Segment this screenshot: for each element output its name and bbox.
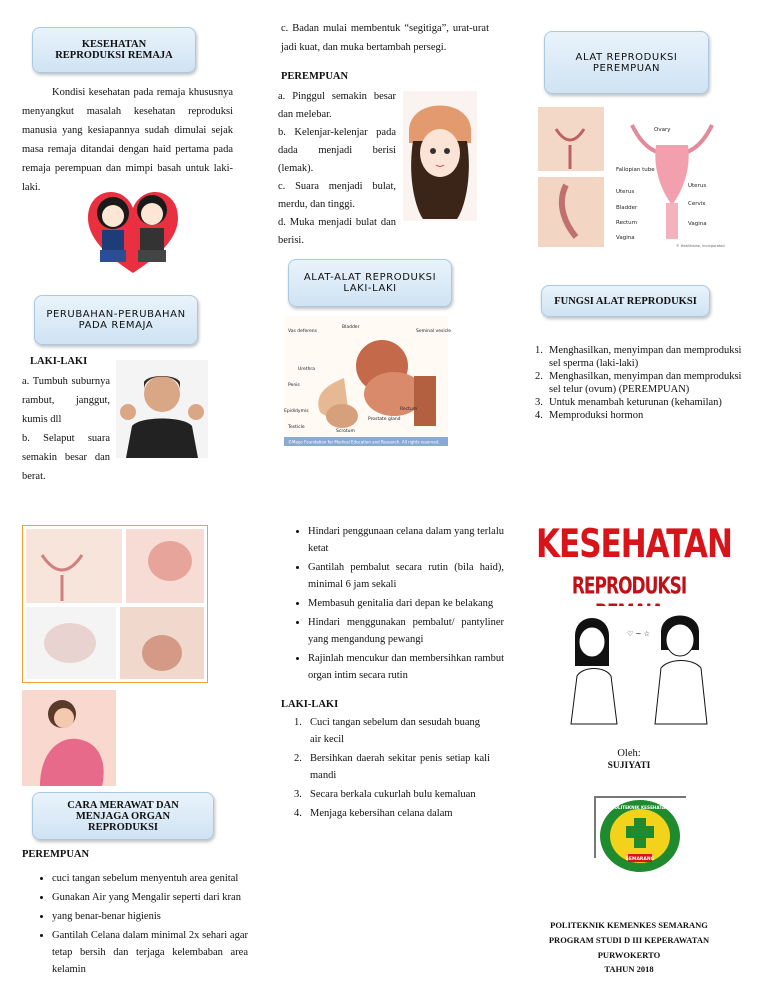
diagram-label: Fallopian tube: [616, 167, 655, 173]
list-item: • Rajinlah mencukur dan membersihkan rambut organ intim secara rutin: [308, 650, 504, 684]
list-item: b. Selaput suara semakin besar dan berat.: [22, 433, 110, 482]
list-item: 3. Untuk menambah keturunan (kehamilan): [535, 397, 722, 408]
author-name: SUJIYATI: [607, 761, 651, 771]
institution-line-1: POLITEKNIK KEMENKES SEMARANG: [550, 920, 708, 930]
box-kesehatan-reproduksi: [32, 27, 196, 73]
list-item: 3. Secara berkala cukurlah bulu kemaluan: [294, 789, 476, 800]
diagram-label: Vagina: [688, 221, 707, 227]
diagram-label: Vas deferens: [288, 329, 317, 334]
box-fungsi-label: FUNGSI ALAT REPRODUKSI: [554, 295, 697, 307]
diagram-label: Uterus: [616, 189, 635, 195]
diagram-label: Rectum: [400, 407, 418, 412]
pregnant-woman-photo: [22, 690, 116, 786]
list-item: b. Kelenjar-kelenjar pada dada menjadi berisi (lemak).: [278, 127, 396, 174]
diagram-label: Vagina: [616, 235, 635, 241]
list-item: a. Pinggul semakin besar dan melebar.: [278, 91, 396, 120]
list-item: a. Tumbuh suburnya rambut, janggut, kumis dll: [22, 376, 110, 425]
diagram-label: Ovary: [654, 127, 671, 133]
institution-line-3: PURWOKERTO: [597, 950, 661, 960]
list-item: • Gunakan Air yang Mengalir seperti dari kran: [52, 889, 248, 906]
box-fungsi: [541, 285, 710, 317]
diagram-label: Epididymis: [284, 409, 309, 414]
svg-text:♡ ~ ☆: ♡ ~ ☆: [627, 630, 650, 638]
list-item: 4. Menjaga kebersihan celana dalam: [294, 808, 453, 819]
year-label: TAHUN 2018: [604, 964, 654, 974]
box-alat-perempuan: [544, 31, 709, 94]
diagram-label: Bladder: [616, 205, 638, 211]
cover-title-kesehatan: KESEHATAN: [536, 522, 732, 567]
man-photo: [116, 360, 208, 458]
anatomy-collage: [22, 525, 208, 683]
box-perubahan-label: PERUBAHAN-PERUBAHAN PADA REMAJA: [46, 309, 186, 331]
list-item: 2. Bersihkan daerah sekitar penis setiap kali mandi: [294, 753, 490, 781]
diagram-label: Rectum: [616, 220, 637, 226]
male-reproductive-diagram: [284, 316, 452, 446]
diagram-label: Scrotum: [336, 429, 355, 434]
list-item: • Hindari penggunaan celana dalam yang terlalu ketat: [308, 523, 504, 557]
couple-sketch: [565, 606, 717, 724]
box-perubahan: [34, 295, 198, 345]
cover-title-reproduksi: REPRODUKSI: [571, 573, 687, 600]
box-alat-laki-label: ALAT-ALAT REPRODUKSI LAKI-LAKI: [303, 272, 437, 294]
box-cara-merawat: [32, 792, 214, 840]
diagram-label: Cervix: [688, 201, 706, 207]
logo-top-text: POLITEKNIK KESEHATAN: [611, 805, 669, 810]
item-c-paragraph: [281, 19, 489, 57]
box-kesehatan-label: KESEHATAN REPRODUKSI REMAJA: [55, 39, 173, 61]
box-alat-perempuan-label: ALAT REPRODUKSI PEREMPUAN: [575, 51, 678, 74]
diagram-label: Urethra: [298, 367, 316, 372]
couple-illustration: [78, 178, 188, 276]
list-item: • yang benar-benar higienis: [52, 908, 248, 925]
diagram-label: Uterus: [688, 183, 707, 189]
list-item: c. Suara menjadi bulat, merdu, dan tinggi.: [278, 181, 396, 210]
diagram-credit: © Healthwise, Incorporated: [676, 244, 725, 248]
perempuan-care-list: [38, 870, 248, 979]
item-c-text: c. Badan mulai membentuk “segitiga”, urat-urat jadi kuat, dan muka bertambah persegi.: [281, 23, 489, 53]
diagram-label: Penis: [288, 383, 300, 388]
diagram-label: Prostate gland: [368, 417, 401, 422]
list-item: d. Muka menjadi bulat dan berisi.: [278, 217, 396, 246]
laki-care-title: LAKI-LAKI: [281, 699, 339, 710]
perempuan-title: PEREMPUAN: [281, 71, 349, 82]
list-item: 4. Memproduksi hormon: [535, 410, 644, 421]
girl-illustration: [403, 91, 477, 221]
list-item: • Hindari menggunakan pembalut/ pantyliner yang mengandung pewangi: [308, 614, 504, 648]
diagram-label: Seminal vesicle: [416, 329, 452, 334]
logo-bottom-text: SEMARANG: [625, 857, 655, 862]
institution-line-2: PROGRAM STUDI D III KEPERAWATAN: [548, 935, 710, 945]
diagram-label: Testicle: [288, 425, 305, 430]
laki-title: LAKI-LAKI: [30, 356, 88, 367]
laki-care-list: [294, 714, 490, 822]
perempuan-changes-list: [278, 88, 396, 250]
perempuan-care-title: PEREMPUAN: [22, 849, 90, 860]
female-reproductive-diagram: [536, 105, 725, 249]
list-item: • Membasuh genitalia dari depan ke belakang: [308, 595, 504, 612]
box-alat-laki: [288, 259, 452, 307]
list-item: • Gantilah pembalut secara rutin (bila haid), minimal 6 jam sekali: [308, 559, 504, 593]
list-item: 1. Menghasilkan, menyimpan dan memproduksi sel sperma (laki-laki): [535, 345, 742, 369]
list-item: 1. Cuci tangan sebelum dan sesudah buang air kecil: [294, 717, 480, 745]
list-item: 2. Menghasilkan, menyimpan dan memproduksi sel telur (ovum) (PEREMPUAN): [535, 371, 742, 395]
box-cara-label: CARA MERAWAT DAN MENJAGA ORGAN REPRODUKSI: [67, 799, 179, 833]
diagram-caption: ©Mayo Foundation for Medical Education and Research. All rights reserved.: [288, 439, 440, 445]
perempuan-care-list-cont: [294, 523, 504, 685]
intro-text: Kondisi kesehatan pada remaja khususnya menyangkut masalah kesehatan reproduksi manusia yang kesiapannya sudah dimulai sejak masa remaja ditandai dengan haid pertama pada remaja perempuan dan mimpi basah untuk laki-laki.: [22, 87, 233, 193]
laki-changes-list: [22, 372, 110, 486]
poltekkes-logo: [594, 796, 686, 876]
author-label: Oleh:: [617, 748, 641, 759]
list-item: • cuci tangan sebelum menyentuh area genital: [52, 870, 248, 887]
list-item: • Gantilah Celana dalam minimal 2x sehari agar tetap bersih dan terjaga kelembaban area kelamin: [52, 927, 248, 978]
diagram-label: Bladder: [342, 325, 360, 330]
fungsi-list: [535, 344, 749, 422]
